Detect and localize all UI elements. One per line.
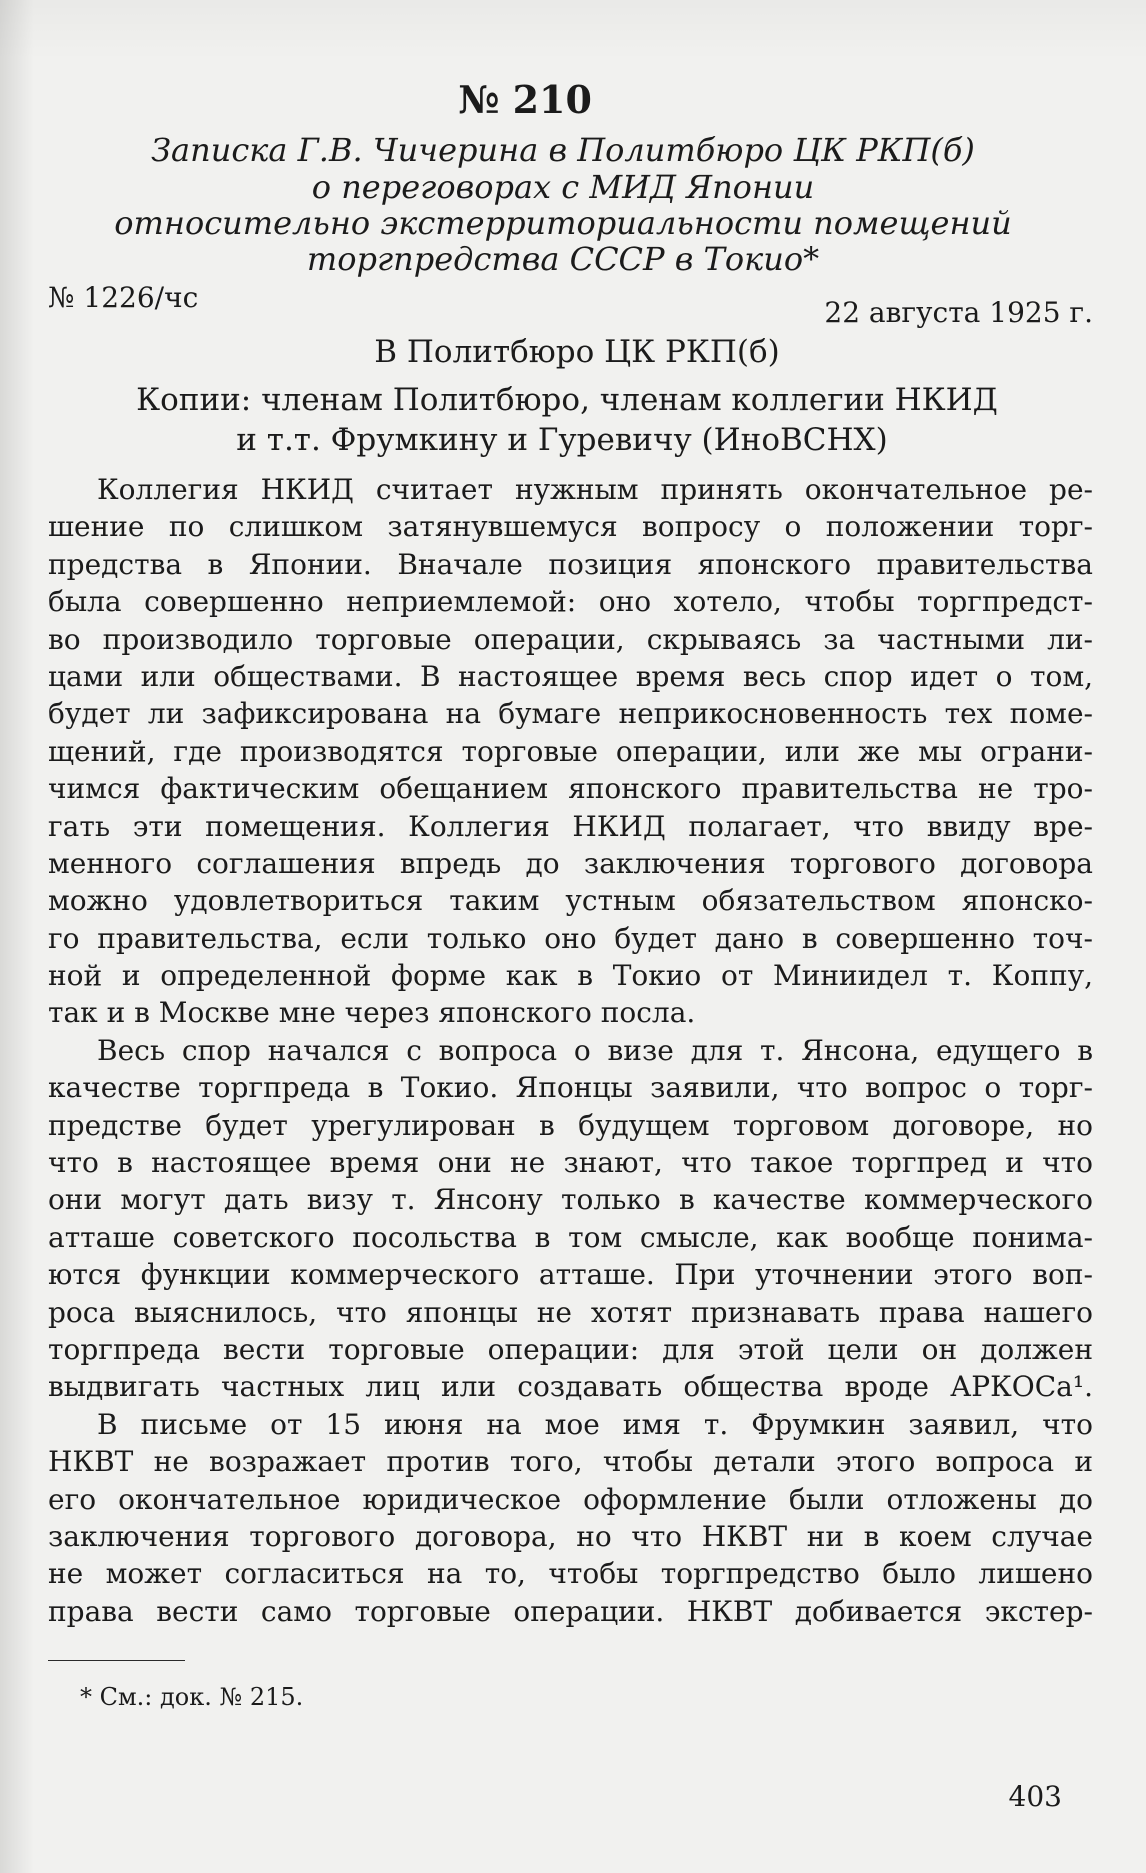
text-line: можно удовлетвориться таким устным обязательством японско-	[48, 884, 1093, 918]
text-line: предства в Японии. Вначале позиция японского правительства	[48, 547, 1093, 581]
text-line: го правительства, если только оно будет дано в совершенно точ-	[48, 921, 1093, 955]
text-line: его окончательное юридическое оформление были отложены до	[48, 1482, 1093, 1516]
text-line: цами или обществами. В настоящее время весь спор идет о том,	[48, 659, 1093, 693]
document-body	[48, 471, 1093, 1630]
document-number: № 210	[458, 77, 592, 122]
text-line: атташе советского посольства в том смысле, как вообще понима-	[48, 1220, 1093, 1254]
footnote: * См.: док. № 215.	[80, 1683, 304, 1711]
copies-line: Копии: членам Политбюро, членам коллегии НКИД	[136, 382, 998, 418]
title-line: о переговорах с МИД Японии	[311, 168, 815, 206]
text-line: чимся фактическим обещанием японского правительства не тро-	[48, 772, 1093, 806]
copies-line: и т.т. Фрумкину и Гуревичу (ИноВСНХ)	[236, 422, 888, 458]
title-line: торгпредства СССР в Токио*	[306, 240, 820, 278]
text-line: шение по слишком затянувшемуся вопросу о положении торг-	[48, 510, 1093, 544]
text-line: ной и определенной форме как в Токио от Миниидел т. Коппу,	[48, 959, 1093, 993]
text-line: гать эти помещения. Коллегия НКИД полагает, что ввиду вре-	[48, 809, 1093, 843]
title-line: относительно экстерриториальности помещений	[114, 204, 1012, 242]
paragraph	[48, 1032, 1093, 1406]
text-line: торгпреда вести торговые операции: для этой цели он должен	[48, 1332, 1093, 1366]
text-line: НКВТ не возражает против того, чтобы детали этого вопроса и	[48, 1445, 1093, 1479]
paragraph	[48, 471, 1093, 1032]
footnote-rule	[48, 1660, 185, 1661]
text-line: не может согласиться на то, чтобы торгпредство было лишено	[48, 1557, 1093, 1591]
document-date: 22 августа 1925 г.	[824, 296, 1093, 329]
text-line: Весь спор начался с вопроса о визе для т. Янсона, едущего в	[97, 1033, 1093, 1067]
text-line: права вести само торговые операции. НКВТ добивается экстер-	[48, 1594, 1093, 1628]
text-line: будет ли зафиксирована на бумаге неприкосновенность тех поме-	[48, 697, 1093, 731]
text-line: менного соглашения впредь до заключения торгового договора	[48, 846, 1093, 880]
text-line: предстве будет урегулирован в будущем торговом договоре, но	[48, 1108, 1093, 1142]
text-line: роса выяснилось, что японцы не хотят признавать права нашего	[48, 1295, 1093, 1329]
page-number: 403	[1008, 1780, 1062, 1813]
reference-number: № 1226/чс	[48, 281, 199, 314]
text-line: выдвигать частных лиц или создавать общества вроде АРКОСа¹.	[48, 1370, 1093, 1404]
text-line: ются функции коммерческого атташе. При уточнении этого воп-	[48, 1258, 1093, 1292]
text-line: качестве торгпреда в Токио. Японцы заявили, что вопрос о торг-	[48, 1071, 1093, 1105]
text-line: во производило торговые операции, скрываясь за частными ли-	[48, 622, 1093, 656]
text-line: они могут дать визу т. Янсону только в качестве коммерческого	[48, 1183, 1093, 1217]
paragraph	[48, 1406, 1093, 1630]
text-line: так и в Москве мне через японского посла.	[48, 996, 696, 1030]
text-line: что в настоящее время они не знают, что такое торгпред и что	[48, 1146, 1093, 1180]
text-line: щений, где производятся торговые операции, или же мы ограни-	[48, 734, 1093, 768]
title-line: Записка Г.В. Чичерина в Политбюро ЦК РКП(б)	[151, 131, 975, 169]
text-line: заключения торгового договора, но что НКВТ ни в коем случае	[48, 1519, 1093, 1553]
text-line: Коллегия НКИД считает нужным принять окончательное ре-	[97, 473, 1093, 506]
text-line: В письме от 15 июня на мое имя т. Фрумкин заявил, что	[97, 1407, 1093, 1441]
addressee: В Политбюро ЦК РКП(б)	[374, 334, 780, 370]
text-line: была совершенно неприемлемой: оно хотело, чтобы торгпредст-	[48, 585, 1093, 619]
